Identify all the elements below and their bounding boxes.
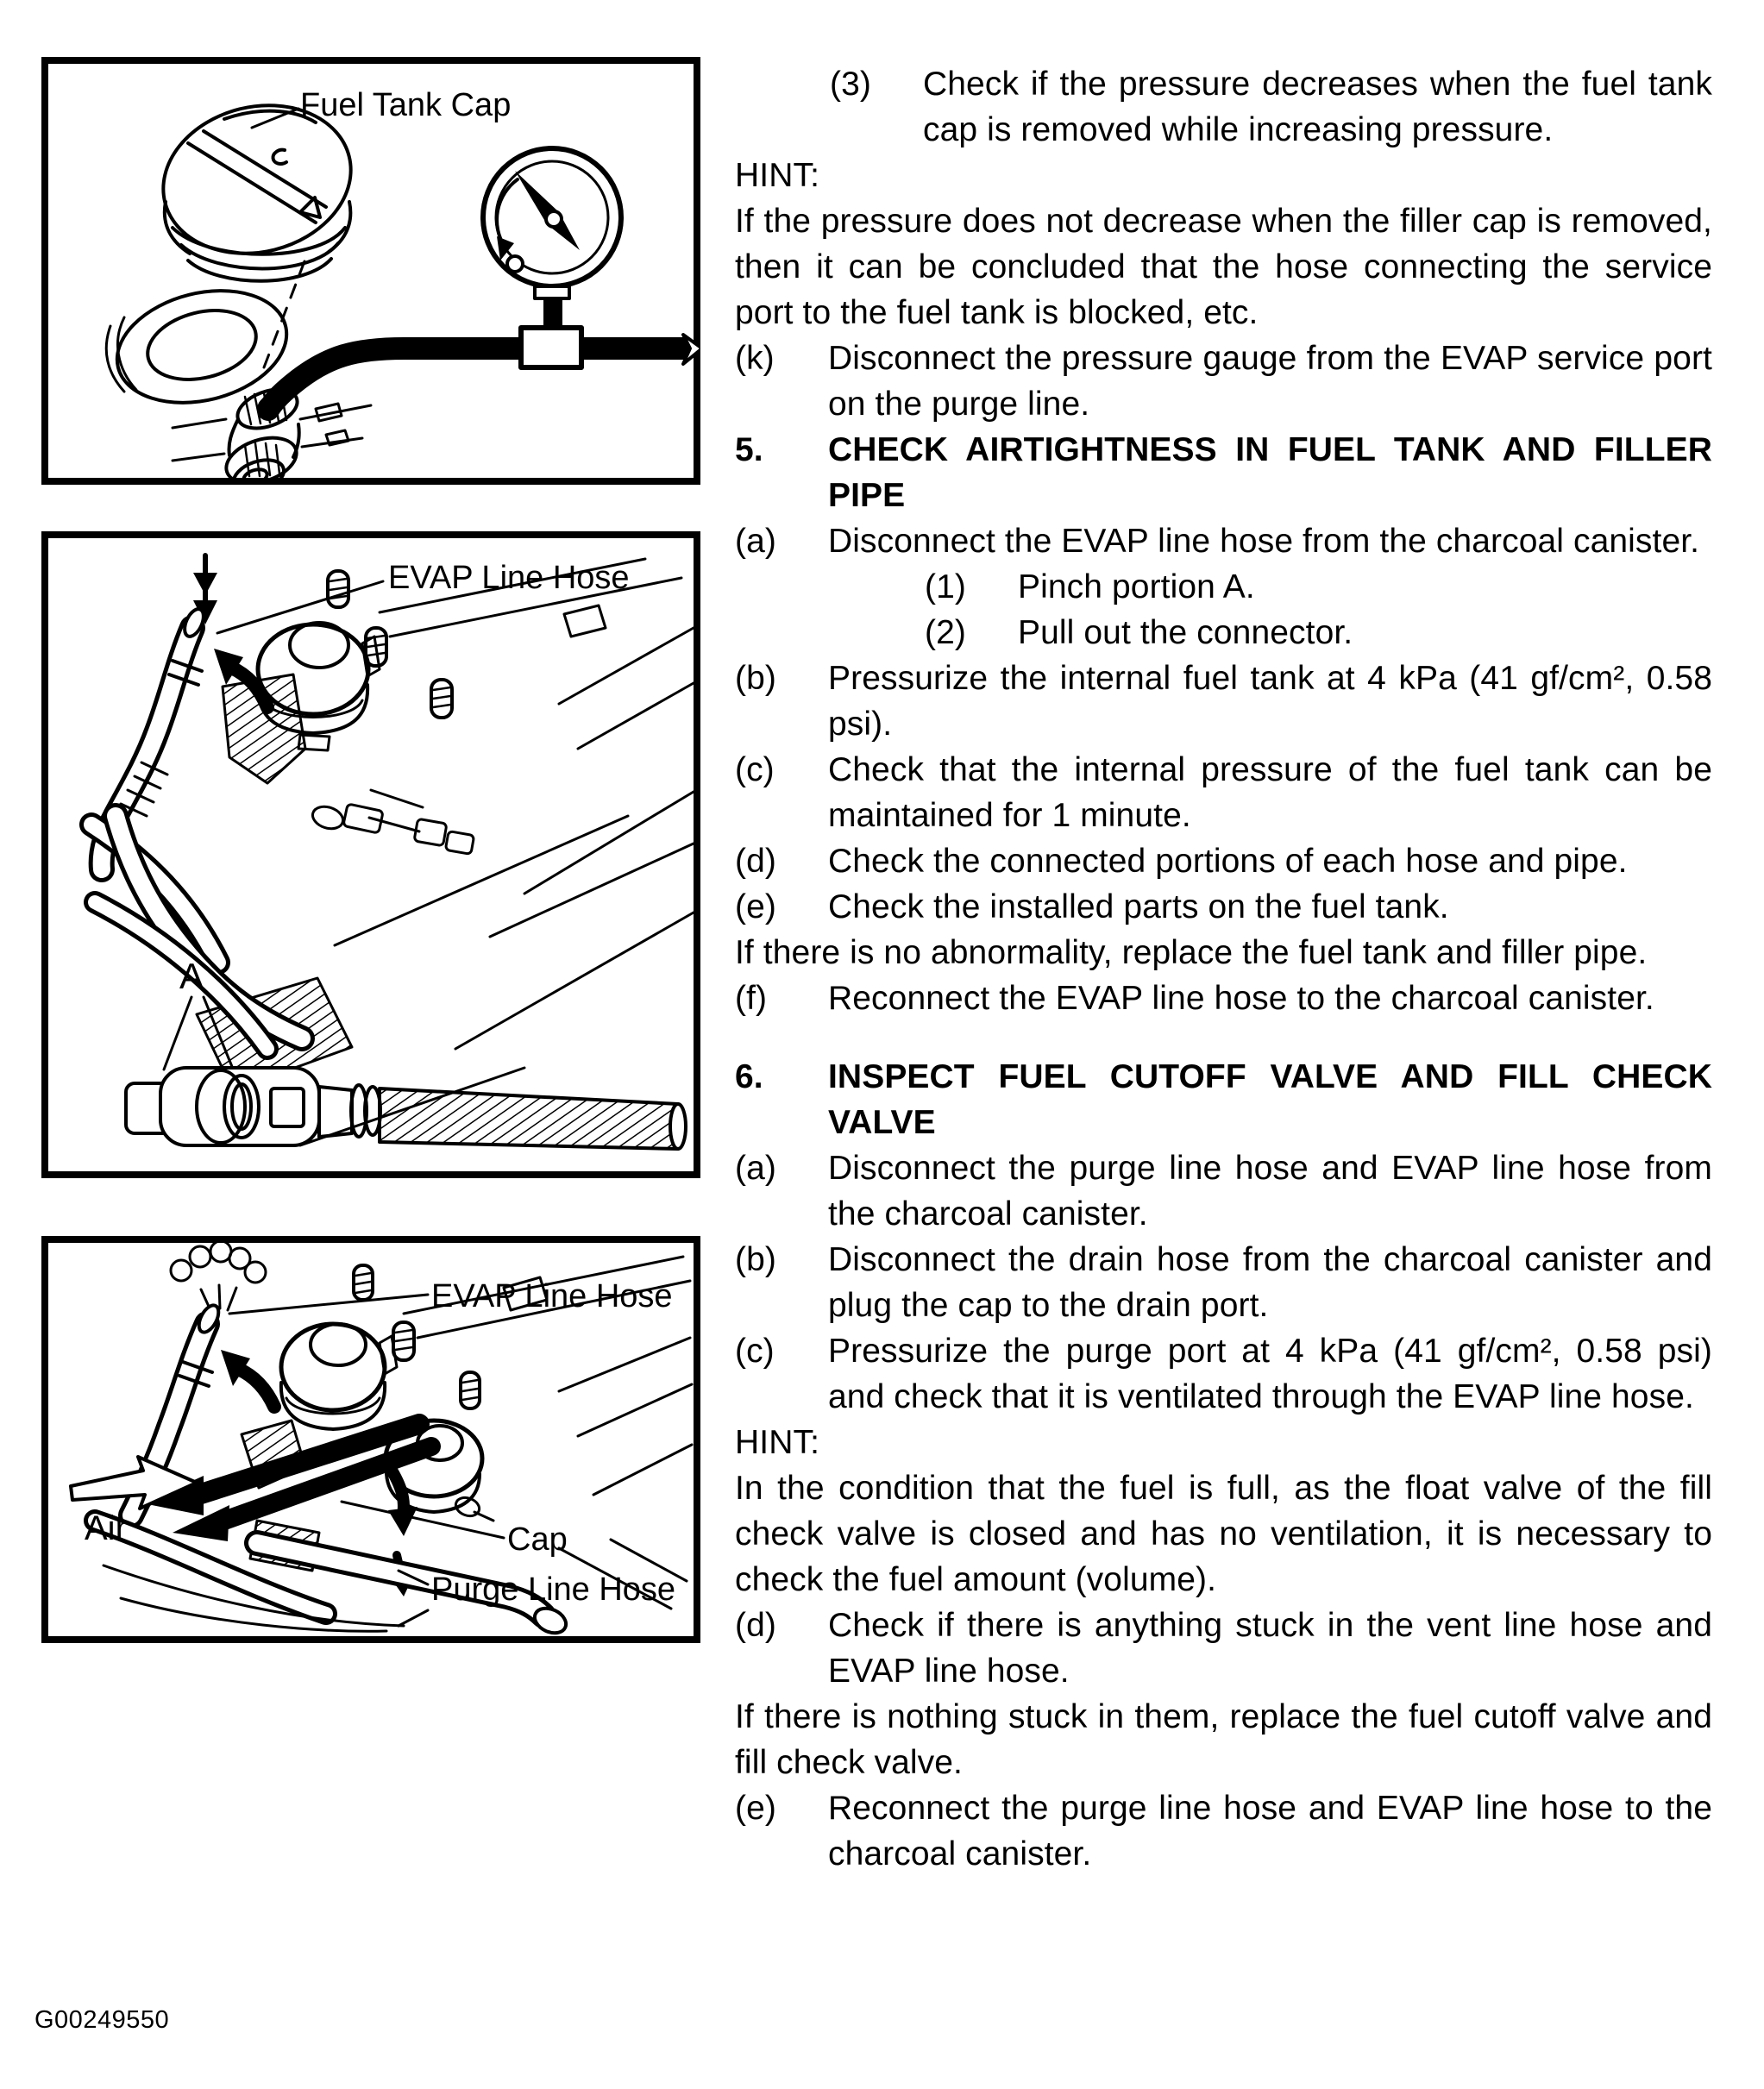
section-heading-5: [735, 427, 1712, 518]
procedure-substep: [925, 610, 1712, 656]
portion-a-label: A: [179, 956, 204, 996]
step-label: (1): [925, 568, 966, 605]
hint-paragraph: If the pressure does not decrease when the filler cap is removed, then it can be concluded that the hose connecting the service port to the fuel tank is blocked, etc.: [735, 203, 1712, 331]
note-paragraph: If there is no abnormality, replace the fuel tank and filler pipe.: [735, 934, 1648, 971]
section-title: CHECK AIRTIGHTNESS IN FUEL TANK AND FILLER PIPE: [828, 431, 1712, 514]
procedure-step: [735, 884, 1712, 930]
hint-heading: HINT:: [735, 1424, 819, 1461]
procedure-step: [735, 1603, 1712, 1694]
procedure-step: [735, 1328, 1712, 1420]
section-number: 6.: [735, 1058, 763, 1095]
evap-line-hose-label: EVAP Line Hose: [431, 1278, 673, 1314]
hint-paragraph: In the condition that the fuel is full, as the float valve of the fill check valve is closed and has no ventilation, it is necessary to check the fuel amount (volume).: [735, 1470, 1712, 1598]
procedure-step: [735, 747, 1712, 838]
procedure-step: [735, 975, 1712, 1021]
procedure-substep: [925, 564, 1712, 610]
section-title: INSPECT FUEL CUTOFF VALVE AND FILL CHECK VALVE: [828, 1058, 1712, 1141]
purge-line-hose-label: Purge Line Hose: [431, 1571, 676, 1608]
step-label: (a): [735, 1150, 776, 1187]
section-heading-6: [735, 1054, 1712, 1145]
step-label: (c): [735, 1333, 775, 1370]
step-label: (e): [735, 1790, 776, 1827]
evap-line-hose-label: EVAP Line Hose: [388, 560, 630, 596]
hint-heading: HINT:: [735, 157, 819, 194]
step-label: (b): [735, 660, 776, 697]
step-text: Check the installed parts on the fuel tank.: [828, 888, 1449, 925]
figure-air-ventilation: [41, 1236, 700, 1643]
note-paragraph: If there is nothing stuck in them, replace the fuel cutoff valve and fill check valve.: [735, 1698, 1712, 1781]
figure-reference-code: G00249550: [35, 2006, 170, 2034]
step-label: (3): [830, 66, 871, 103]
procedure-step: [735, 336, 1712, 427]
air-ventilation-illustration: [41, 1236, 700, 1643]
step-text: Check that the internal pressure of the fuel tank can be maintained for 1 minute.: [828, 751, 1712, 834]
section-number: 5.: [735, 431, 763, 468]
step-label: (e): [735, 888, 776, 925]
step-text: Reconnect the purge line hose and EVAP line hose to the charcoal canister.: [828, 1790, 1712, 1873]
procedure-step: [735, 656, 1712, 747]
air-label: Air: [85, 1509, 127, 1547]
fuel-tank-cap-label: Fuel Tank Cap: [300, 87, 512, 123]
procedure-text-column: [735, 61, 1712, 1877]
figure-fuel-tank-cap: [41, 57, 700, 485]
step-label: (d): [735, 843, 776, 880]
figure-evap-line-hose: [41, 531, 700, 1178]
service-port-block: [521, 328, 581, 367]
step-text: Disconnect the EVAP line hose from the charcoal canister.: [828, 523, 1700, 560]
fuel-tank-cap-illustration: [41, 57, 700, 485]
cap-label: Cap: [507, 1521, 568, 1558]
procedure-step: [735, 518, 1712, 564]
procedure-step: [735, 1145, 1712, 1237]
step-text: Pull out the connector.: [1018, 614, 1353, 651]
procedure-step: [735, 838, 1712, 884]
step-text: Disconnect the pressure gauge from the EVAP service port on the purge line.: [828, 340, 1712, 423]
step-label: (a): [735, 523, 776, 560]
step-label: (d): [735, 1607, 776, 1644]
step-text: Disconnect the drain hose from the charcoal canister and plug the cap to the drain port.: [828, 1241, 1712, 1324]
step-text: Pressurize the purge port at 4 kPa (41 gf/cm², 0.58 psi) and check that it is ventilated through the EVAP line hose.: [828, 1333, 1712, 1415]
step-text: Check if the pressure decreases when the fuel tank cap is removed while increasing pressure.: [923, 66, 1712, 148]
step-text: Check if there is anything stuck in the vent line hose and EVAP line hose.: [828, 1607, 1712, 1690]
step-text: Check the connected portions of each hose and pipe.: [828, 843, 1628, 880]
step-label: (k): [735, 340, 775, 377]
procedure-step: [735, 1237, 1712, 1328]
evap-line-hose-illustration: [41, 531, 700, 1178]
step-text: Disconnect the purge line hose and EVAP line hose from the charcoal canister.: [828, 1150, 1712, 1233]
step-text: Reconnect the EVAP line hose to the charcoal canister.: [828, 980, 1654, 1017]
procedure-step: [735, 1785, 1712, 1877]
procedure-substep: [830, 61, 1712, 153]
step-label: (2): [925, 614, 966, 651]
step-text: Pressurize the internal fuel tank at 4 kPa (41 gf/cm², 0.58 psi).: [828, 660, 1712, 743]
step-label: (f): [735, 980, 768, 1017]
step-label: (c): [735, 751, 775, 788]
step-label: (b): [735, 1241, 776, 1278]
step-text: Pinch portion A.: [1018, 568, 1255, 605]
